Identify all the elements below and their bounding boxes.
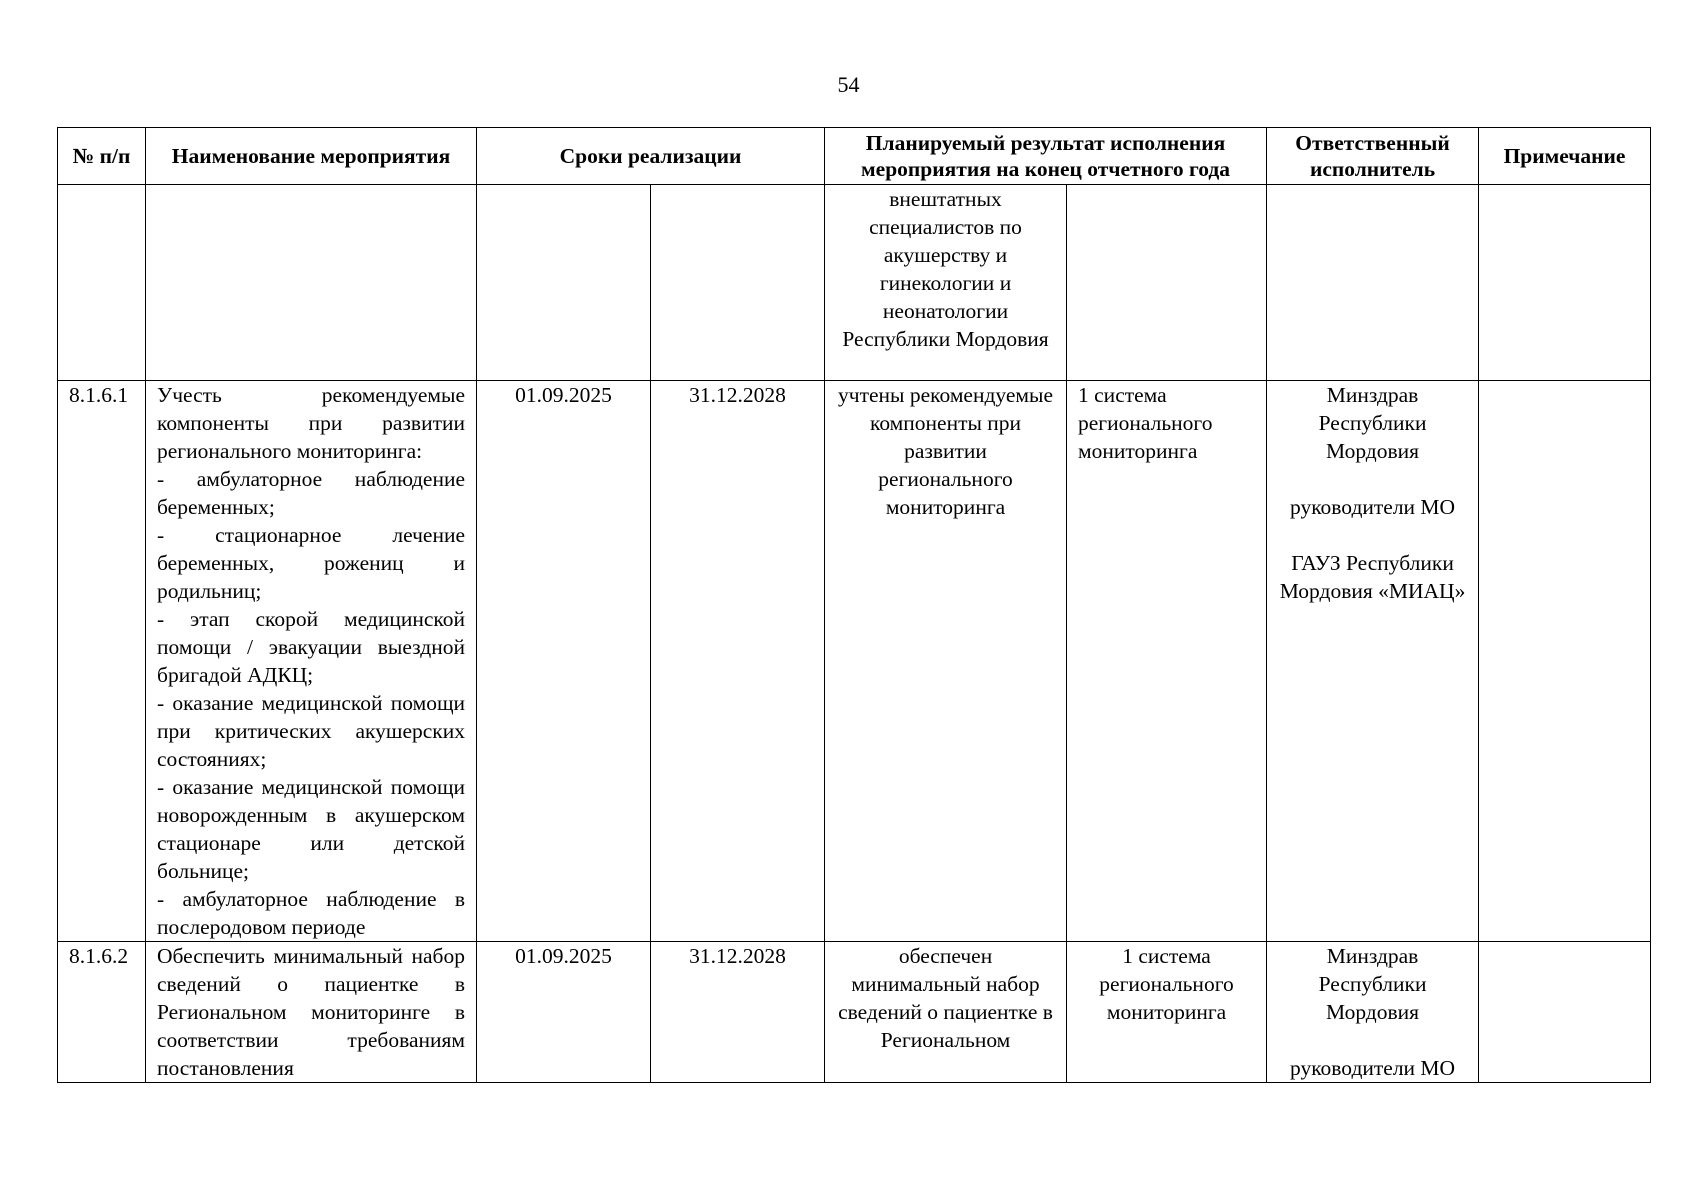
row-name <box>146 381 477 942</box>
table-row <box>58 185 1651 381</box>
row-end <box>651 185 825 381</box>
row-note <box>1479 381 1651 942</box>
list-item: - амбулаторное наблюдение в послеродовом периоде <box>157 887 465 939</box>
row-num <box>58 185 146 381</box>
row-start: 01.09.2025 <box>477 942 651 1083</box>
header-terms: Сроки реализации <box>477 128 825 185</box>
row-indicator: 1 система регионального мониторинга <box>1067 942 1267 1083</box>
row-name-intro: Учесть рекомендуемые компоненты при развитии регионального мониторинга: <box>157 383 465 463</box>
responsible-entry: Минздрав Республики Мордовия <box>1318 383 1427 463</box>
header-num: № п/п <box>58 128 146 185</box>
row-result: обеспечен минимальный набор сведений о пациентке в Региональном <box>825 942 1067 1083</box>
activities-table <box>57 127 1651 1083</box>
row-num: 8.1.6.2 <box>58 942 146 1083</box>
row-result: внештатных специалистов по акушерству и гинекологии и неонатологии Республики Мордовия <box>825 185 1067 381</box>
responsible-entry: руководители МО <box>1289 495 1456 519</box>
header-note: Примечание <box>1479 128 1651 185</box>
responsible-entry: ГАУЗ Республики Мордовия «МИАЦ» <box>1279 551 1466 603</box>
row-name: Обеспечить минимальный набор сведений о пациентке в Региональном мониторинге в соответствии требованиям постановления <box>146 942 477 1083</box>
row-responsible <box>1267 381 1479 942</box>
responsible-entry: Минздрав Республики Мордовия <box>1318 944 1427 1024</box>
header-responsible: Ответственный исполнитель <box>1267 128 1479 185</box>
row-responsible <box>1267 185 1479 381</box>
responsible-entry: руководители МО <box>1289 1056 1456 1080</box>
row-num: 8.1.6.1 <box>58 381 146 942</box>
header-name: Наименование мероприятия <box>146 128 477 185</box>
page-number: 54 <box>837 72 860 97</box>
row-start: 01.09.2025 <box>477 381 651 942</box>
row-start <box>477 185 651 381</box>
row-note <box>1479 185 1651 381</box>
row-name <box>146 185 477 381</box>
row-end: 31.12.2028 <box>651 942 825 1083</box>
header-result: Планируемый результат исполнения мероприятия на конец отчетного года <box>825 128 1267 185</box>
table-row <box>58 942 1651 1083</box>
row-responsible <box>1267 942 1479 1083</box>
row-note <box>1479 942 1651 1083</box>
list-item: - оказание медицинской помощи новорожденным в акушерском стационаре или детской больнице; <box>157 775 465 883</box>
row-result: учтены рекомендуемые компоненты при развитии регионального мониторинга <box>825 381 1067 942</box>
list-item: - оказание медицинской помощи при критических акушерских состояниях; <box>157 691 465 771</box>
table-row <box>58 381 1651 942</box>
list-item: - амбулаторное наблюдение беременных; <box>157 467 465 519</box>
row-indicator: 1 система регионального мониторинга <box>1067 381 1267 942</box>
row-indicator <box>1067 185 1267 381</box>
list-item: - стационарное лечение беременных, рожениц и родильниц; <box>157 523 465 603</box>
table-header-row <box>58 128 1651 185</box>
row-end: 31.12.2028 <box>651 381 825 942</box>
list-item: - этап скорой медицинской помощи / эвакуации выездной бригадой АДКЦ; <box>157 607 465 687</box>
